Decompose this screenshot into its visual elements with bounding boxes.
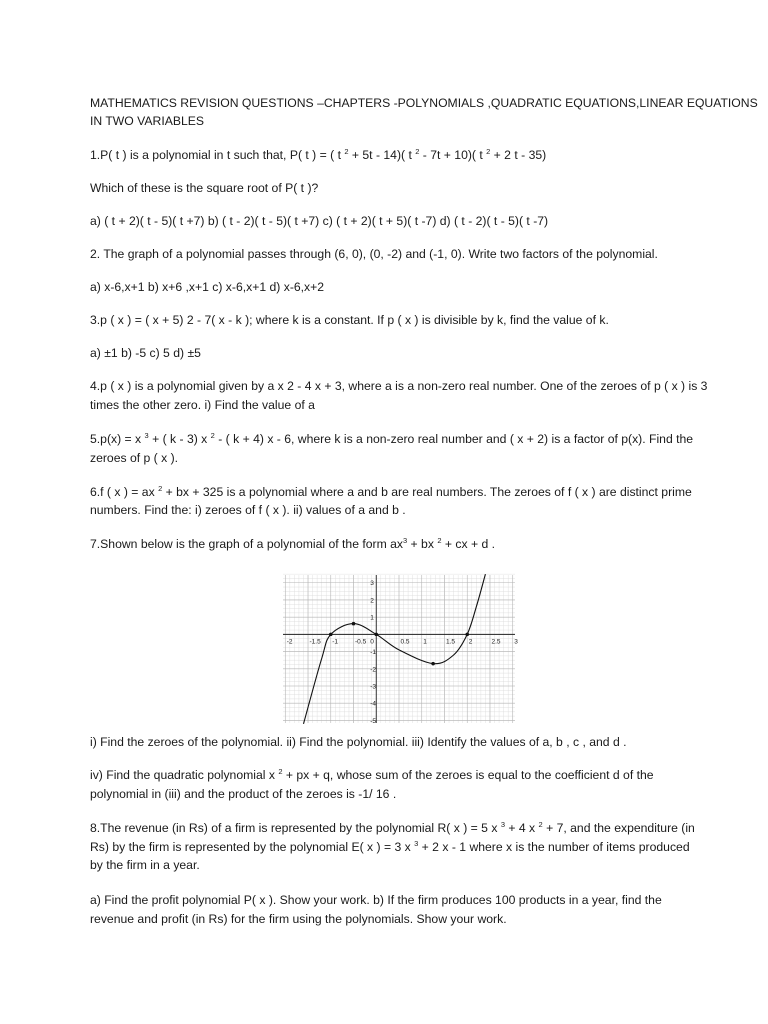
y-tick-label: -3 [370, 683, 377, 691]
question-6-line-1: 6.f ( x ) = ax $^2$ + bx + 325 is a polynomial where a and b are real numbers. The zeroes of f ( x ) are distinct prime [90, 484, 692, 499]
y-tick-label: 2 [370, 597, 374, 605]
question-2-text: 2. The graph of a polynomial passes through (6, 0), (0, -2) and (-1, 0). Write two factors of the polynomial. [90, 247, 658, 261]
y-tick-label: -1 [370, 649, 377, 657]
origin-label: 0 [370, 638, 374, 646]
x-tick-label: -1.5 [309, 638, 321, 646]
question-7-parts-1: i) Find the zeroes of the polynomial. ii) Find the polynomial. iii) Identify the values of a, b , c , and d . [90, 735, 627, 749]
question-2-options: a) x-6,x+1 b) x+6 ,x+1 c) x-6,x+1 d) x-6,x+2 [90, 280, 325, 294]
question-4-line-2: times the other zero. i) Find the value of a [90, 398, 315, 412]
question-7-text: 7.Shown below is the graph of a polynomial of the form $ax^3$ + bx $^2$ + cx + d . [90, 536, 496, 551]
question-6-line-2: numbers. Find the: i) zeroes of f ( x ). ii) values of a and b . [90, 503, 406, 517]
y-tick-label: 3 [370, 580, 374, 588]
question-1-text: 1.P( t ) is a polynomial in t such that, P( t ) = ( t $^2$ + 5t - 14)( t $^2$ - 7t + 10)( t $^2$ + 2 t - 35) [90, 147, 547, 162]
grid-major-lines [283, 575, 515, 723]
curve-point [352, 622, 356, 626]
y-tick-label: 1 [370, 614, 374, 622]
curve-point [329, 633, 333, 637]
question-1-options: a) ( t + 2)( t - 5)( t +7) b) ( t - 2)( t - 5)( t +7) c) ( t + 2)( t + 5)( t -7) d) ( t - 2)( t - 5)( t -7) [90, 214, 549, 228]
question-3-options: a) ±1 b) -5 c) 5 d) ±5 [90, 346, 201, 360]
question-8-line-2: Rs) by the firm is represented by the polynomial E( x ) = 3 x $^3$ + 2 x - 1 where x is the number of items produced [90, 839, 690, 854]
question-8-part-line-1: a) Find the profit polynomial P( x ). Show your work. b) If the firm produces 100 products in a year, find the [90, 893, 662, 907]
question-8-line-3: by the firm in a year. [90, 858, 200, 872]
x-tick-label: -1 [332, 638, 339, 646]
question-8-part-line-2: revenue and profit (in Rs) for the firm using the polynomials. Show your work. [90, 912, 507, 926]
question-7-parts-2-line-2: polynomial in (iii) and the product of the zeroes is -1/ 16 . [90, 787, 397, 801]
x-tick-label: 2.5 [491, 638, 501, 646]
x-tick-label: 1.5 [445, 638, 456, 646]
x-tick-label: 1 [423, 638, 427, 646]
question-8-line-1: 8.The revenue (in Rs) of a firm is represented by the polynomial R( x ) = 5 x $^3$ + 4 x $^2$ + 7, and the expenditure (in [90, 820, 695, 835]
y-tick-label: -2 [370, 666, 377, 674]
y-tick-label: -4 [370, 700, 377, 708]
x-tick-label: -2 [286, 638, 293, 646]
curve-point [374, 633, 378, 637]
question-7-parts-2-line-1: iv) Find the quadratic polynomial x $^2$ + px + q, whose sum of the zeroes is equal to the coefficient d of the [90, 767, 654, 782]
question-4-line-1: 4.p ( x ) is a polynomial given by a x 2 - 4 x + 3, where a is a non-zero real number. One of the zeroes of p ( x ) is 3 [90, 379, 708, 393]
question-5-line-1: 5.p(x) = x $^3$ + ( k - 3) x $^2$ - ( k + 4) x - 6, where k is a non-zero real number and ( x + 2) is a factor of p(x). Find the [90, 431, 694, 446]
curve-point [431, 662, 435, 666]
cubic-polynomial-graph [283, 575, 518, 725]
curve-point [465, 633, 469, 637]
heading-line-1: MATHEMATICS REVISION QUESTIONS –CHAPTERS -POLYNOMIALS ,QUADRATIC EQUATIONS,LINEAR EQUATIONS [90, 96, 758, 110]
x-tick-label: 0.5 [400, 638, 410, 646]
y-tick-label: -5 [370, 717, 377, 725]
question-3-text: 3.p ( x ) = ( x + 5) 2 - 7( x - k ); where k is a constant. If p ( x ) is divisible by k, find the value of k. [90, 313, 609, 327]
question-1-prompt: Which of these is the square root of P( t )? [90, 181, 319, 195]
question-5-line-2: zeroes of p ( x ). [90, 451, 179, 465]
x-tick-label: 3 [514, 638, 518, 646]
heading-line-2: IN TWO VARIABLES [90, 114, 205, 128]
x-tick-label: -0.5 [355, 638, 367, 646]
x-tick-label: 2 [468, 638, 473, 646]
